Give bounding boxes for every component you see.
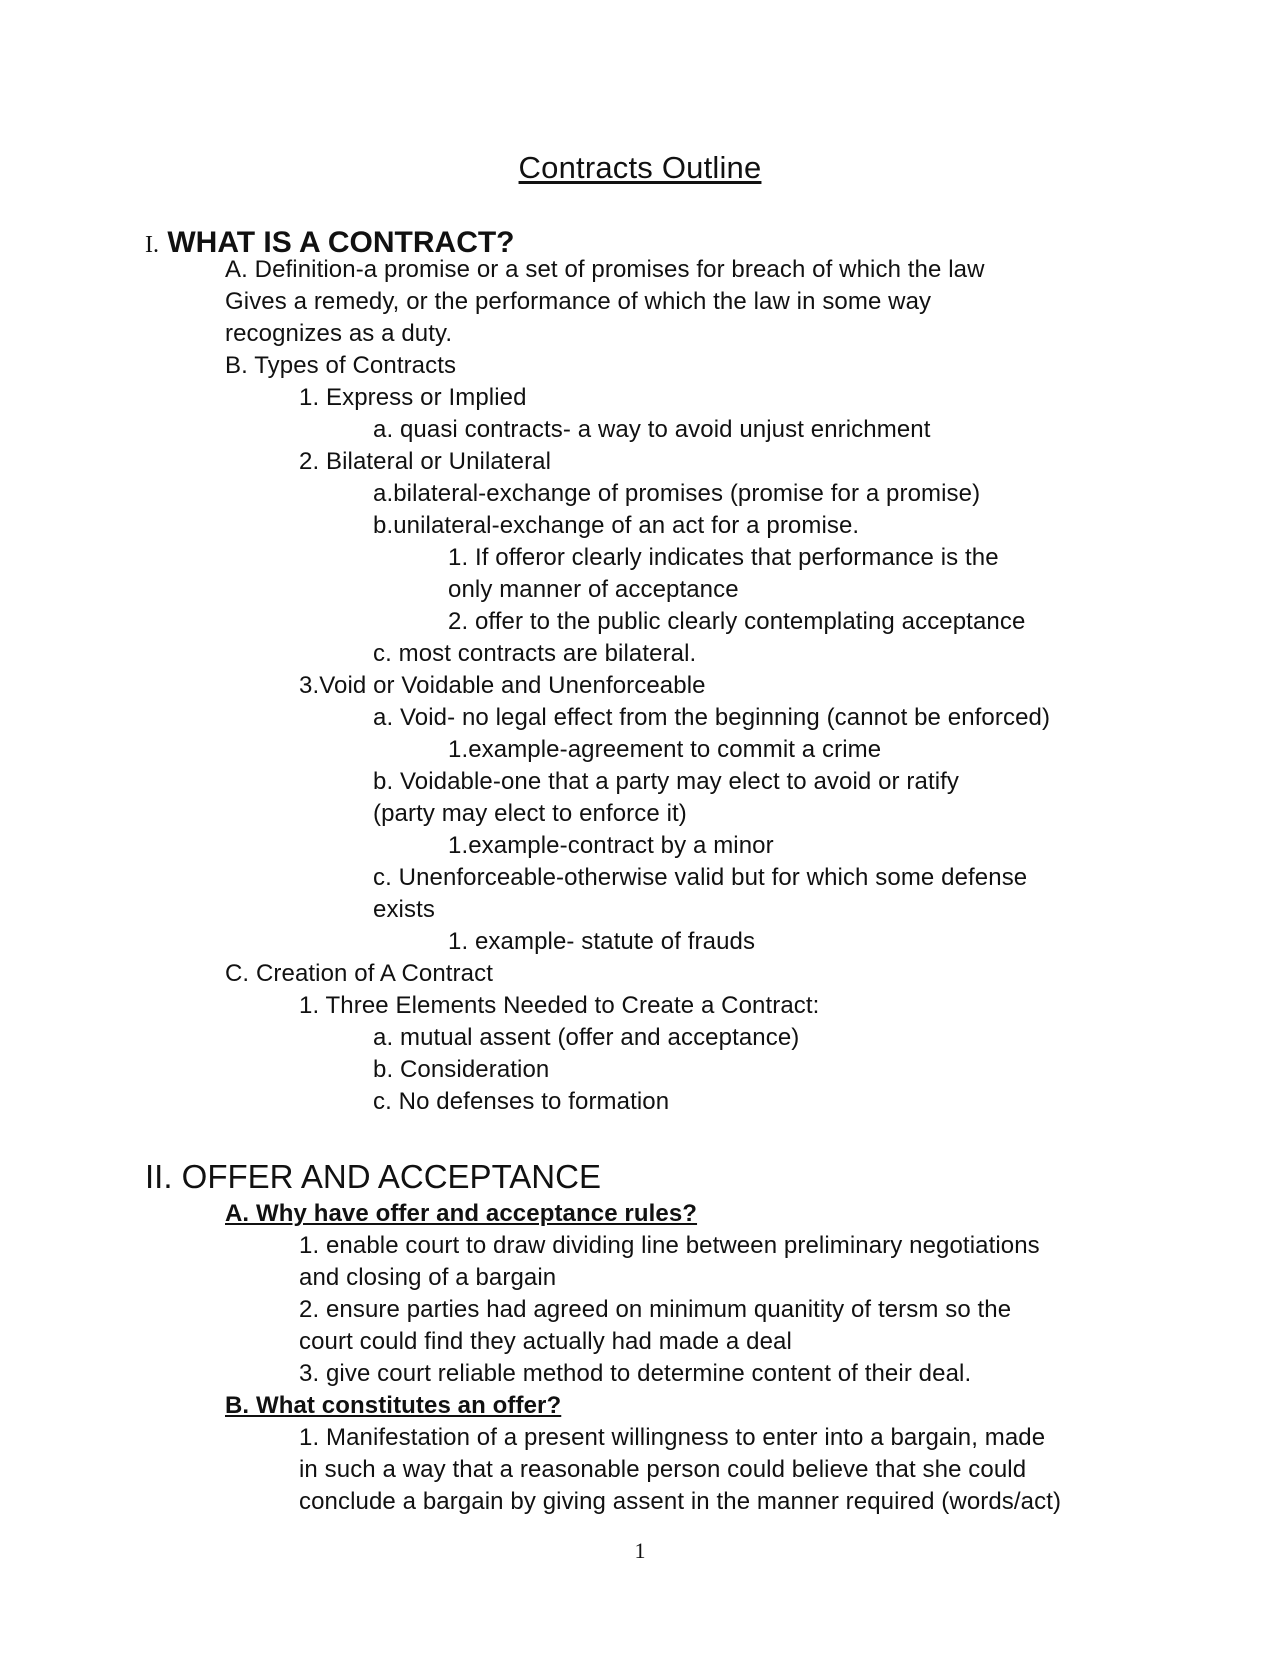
outline-line: c. No defenses to formation xyxy=(373,1088,670,1115)
outline-line: 3.Void or Voidable and Unenforceable xyxy=(299,672,706,699)
outline-line: c. Unenforceable-otherwise valid but for which some defense xyxy=(373,864,1028,891)
outline-line: 1. If offeror clearly indicates that performance is the xyxy=(448,544,999,571)
outline-line: (party may elect to enforce it) xyxy=(373,800,687,827)
outline-line: 1. Express or Implied xyxy=(299,384,527,411)
outline-line: 3. give court reliable method to determine content of their deal. xyxy=(299,1360,972,1387)
outline-line: b. Voidable-one that a party may elect to avoid or ratify xyxy=(373,768,960,795)
outline-line: 2. offer to the public clearly contemplating acceptance xyxy=(448,608,1026,635)
outline-line: only manner of acceptance xyxy=(448,576,739,603)
section-2-heading: II. OFFER AND ACCEPTANCE xyxy=(145,1158,601,1195)
outline-line: in such a way that a reasonable person could believe that she could xyxy=(299,1456,1027,1483)
outline-line: exists xyxy=(373,896,435,923)
outline-line: court could find they actually had made a deal xyxy=(299,1328,792,1355)
page-number: 1 xyxy=(634,1538,646,1563)
outline-line: 1. enable court to draw dividing line between preliminary negotiations xyxy=(299,1232,1040,1259)
outline-line: recognizes as a duty. xyxy=(225,320,453,347)
outline-line: conclude a bargain by giving assent in the manner required (words/act) xyxy=(299,1488,1062,1515)
subheading-why-rules: A. Why have offer and acceptance rules? xyxy=(225,1200,698,1227)
outline-line: and closing of a bargain xyxy=(299,1264,557,1291)
subheading-what-is-offer: B. What constitutes an offer? xyxy=(225,1392,562,1419)
section-1-heading xyxy=(145,226,515,260)
outline-line: 1.example-agreement to commit a crime xyxy=(448,736,882,763)
outline-line: a. mutual assent (offer and acceptance) xyxy=(373,1024,800,1051)
outline-line: C. Creation of A Contract xyxy=(225,960,493,987)
outline-line: 1. Manifestation of a present willingness to enter into a bargain, made xyxy=(299,1424,1046,1451)
document-title: Contracts Outline xyxy=(518,150,762,185)
outline-line: c. most contracts are bilateral. xyxy=(373,640,697,667)
outline-line: a.bilateral-exchange of promises (promise for a promise) xyxy=(373,480,981,507)
outline-line: b.unilateral-exchange of an act for a promise. xyxy=(373,512,860,539)
section-1-number: I. xyxy=(145,232,159,258)
outline-line: 2. Bilateral or Unilateral xyxy=(299,448,552,475)
outline-line: 1. Three Elements Needed to Create a Contract: xyxy=(299,992,820,1019)
outline-line: a. Void- no legal effect from the beginning (cannot be enforced) xyxy=(373,704,1051,731)
outline-line: 1.example-contract by a minor xyxy=(448,832,774,859)
section-1-heading-text: WHAT IS A CONTRACT? xyxy=(167,226,515,259)
outline-line: B. Types of Contracts xyxy=(225,352,457,379)
outline-line: 2. ensure parties had agreed on minimum quanitity of tersm so the xyxy=(299,1296,1012,1323)
outline-line: A. Definition-a promise or a set of promises for breach of which the law xyxy=(225,256,985,283)
outline-line: Gives a remedy, or the performance of which the law in some way xyxy=(225,288,932,315)
outline-line: b. Consideration xyxy=(373,1056,550,1083)
outline-line: 1. example- statute of frauds xyxy=(448,928,756,955)
outline-line: a. quasi contracts- a way to avoid unjust enrichment xyxy=(373,416,931,443)
